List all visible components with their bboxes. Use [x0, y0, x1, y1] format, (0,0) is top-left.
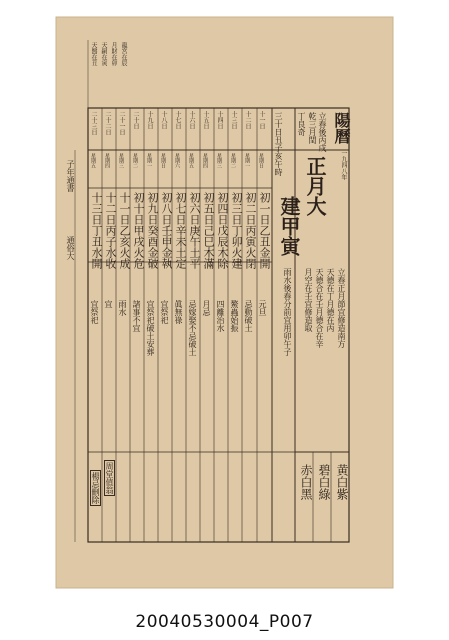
row-ganzhi: 初一日乙丑金開 [258, 192, 271, 269]
solar-terms: 三十日丑子亥午時 [274, 112, 283, 176]
row-date: 十九日 [146, 111, 153, 129]
row-note: 鰲蟲始振 [230, 300, 239, 332]
row-note: 宜祭祀 [160, 300, 169, 324]
color-cell: 碧白綠 [317, 464, 331, 500]
row-ganzhi: 初九日癸酉金破 [146, 192, 159, 269]
bottom-tag: 周堂值翁 [105, 462, 114, 494]
color-cell: 黄白紫 [335, 464, 349, 500]
header-years: 一九四八年 [340, 150, 347, 180]
row-ganzhi: 初六日庚午土平 [188, 192, 201, 269]
row-note: 宜祭祀 [90, 300, 99, 324]
row-ganzhi: 初十日甲戌火危 [132, 192, 145, 269]
row-date: 十二日 [244, 111, 251, 129]
row-note: 宜祭祀破土安葬 [146, 300, 155, 356]
bottom-tag: 楊忌刪除 [91, 472, 100, 504]
row-weekday: 星期二 [230, 153, 236, 168]
row-weekday: 星期二 [132, 153, 138, 168]
row-date: 二十一日 [118, 111, 125, 135]
row-ganzhi: 初五日己巳木滿 [202, 192, 215, 269]
row-date: 十八日 [160, 111, 167, 129]
row-note: 宜 [104, 300, 113, 308]
row-date: 十五日 [202, 111, 209, 129]
row-note: 諸事不宜 [132, 300, 141, 332]
row-ganzhi: 十一日乙亥火成 [118, 192, 131, 269]
right-note: 天德在丁月德在丙 [326, 268, 335, 332]
folio: 子年通書 [66, 160, 75, 192]
folio-right: 通俗大 [66, 236, 75, 260]
row-note: 忌嫁娶不忌破土 [188, 300, 197, 356]
margin-note: 天醫在丑 [90, 42, 97, 66]
row-weekday: 星期五 [188, 153, 194, 168]
season-note: 丁良奇 [297, 112, 306, 136]
image-caption: 20040530004_P007 [135, 612, 314, 632]
month-ganzhi: 建甲寅 [277, 196, 301, 256]
row-weekday: 星期三 [216, 153, 222, 168]
margin-note: 月財在卯 [110, 42, 117, 66]
row-note: 四離治水 [216, 300, 225, 332]
row-note: 月忌 [202, 300, 211, 316]
row-date: 二十二日 [104, 111, 111, 135]
margin-note: 天嗣在寅 [100, 42, 107, 66]
intro-line-2: 乾三月閏 [308, 112, 317, 144]
right-note: 立春正月節宜修造南方 [337, 268, 346, 348]
header-banner: 陽曆 [332, 112, 351, 144]
row-ganzhi: 十二日丙子水收 [104, 192, 117, 269]
row-ganzhi: 初三日丁卯火建 [230, 192, 243, 269]
row-ganzhi: 初八日壬申金執 [160, 192, 173, 269]
row-note: 忌動破土 [244, 300, 253, 332]
row-weekday: 星期四 [202, 153, 208, 168]
row-date: 十三日 [230, 111, 237, 129]
intro-line-1: 立春後丙戌 [318, 112, 327, 152]
row-note: 元旦 [258, 300, 267, 316]
month-title: 正月大 [303, 156, 327, 216]
color-cell: 赤白黑 [299, 464, 313, 500]
row-date: 二十三日 [90, 111, 97, 135]
margin-note: 龍宮在辰 [120, 42, 127, 66]
row-weekday: 星期日 [258, 153, 264, 168]
right-note: 月空在壬宜修造取 [304, 268, 313, 332]
row-weekday: 星期四 [104, 153, 110, 168]
row-ganzhi: 十三日丁丑水開 [90, 192, 103, 269]
row-weekday: 星期一 [244, 153, 250, 168]
row-weekday: 星期三 [118, 153, 124, 168]
row-date: 十四日 [216, 111, 223, 129]
row-ganzhi: 初七日辛未土定 [174, 192, 187, 269]
row-date: 十六日 [188, 111, 195, 129]
row-note: 眞無祿 [174, 300, 183, 324]
row-ganzhi: 初二日丙寅火閉 [244, 192, 257, 269]
row-date: 十七日 [174, 111, 181, 129]
row-ganzhi: 初四日戊辰木除 [216, 192, 229, 269]
row-note: 雨水 [118, 300, 127, 316]
right-note: 天德合在壬月德合在辛 [315, 268, 324, 348]
row-weekday: 星期一 [146, 153, 152, 168]
row-weekday: 星期六 [174, 153, 180, 168]
row-date: 二十日 [132, 111, 139, 129]
row-weekday: 星期五 [90, 153, 96, 168]
row-date: 十一日 [258, 111, 265, 129]
right-note: 雨水後春分前宜用卯午子 [283, 268, 292, 356]
row-weekday: 星期日 [160, 153, 166, 168]
